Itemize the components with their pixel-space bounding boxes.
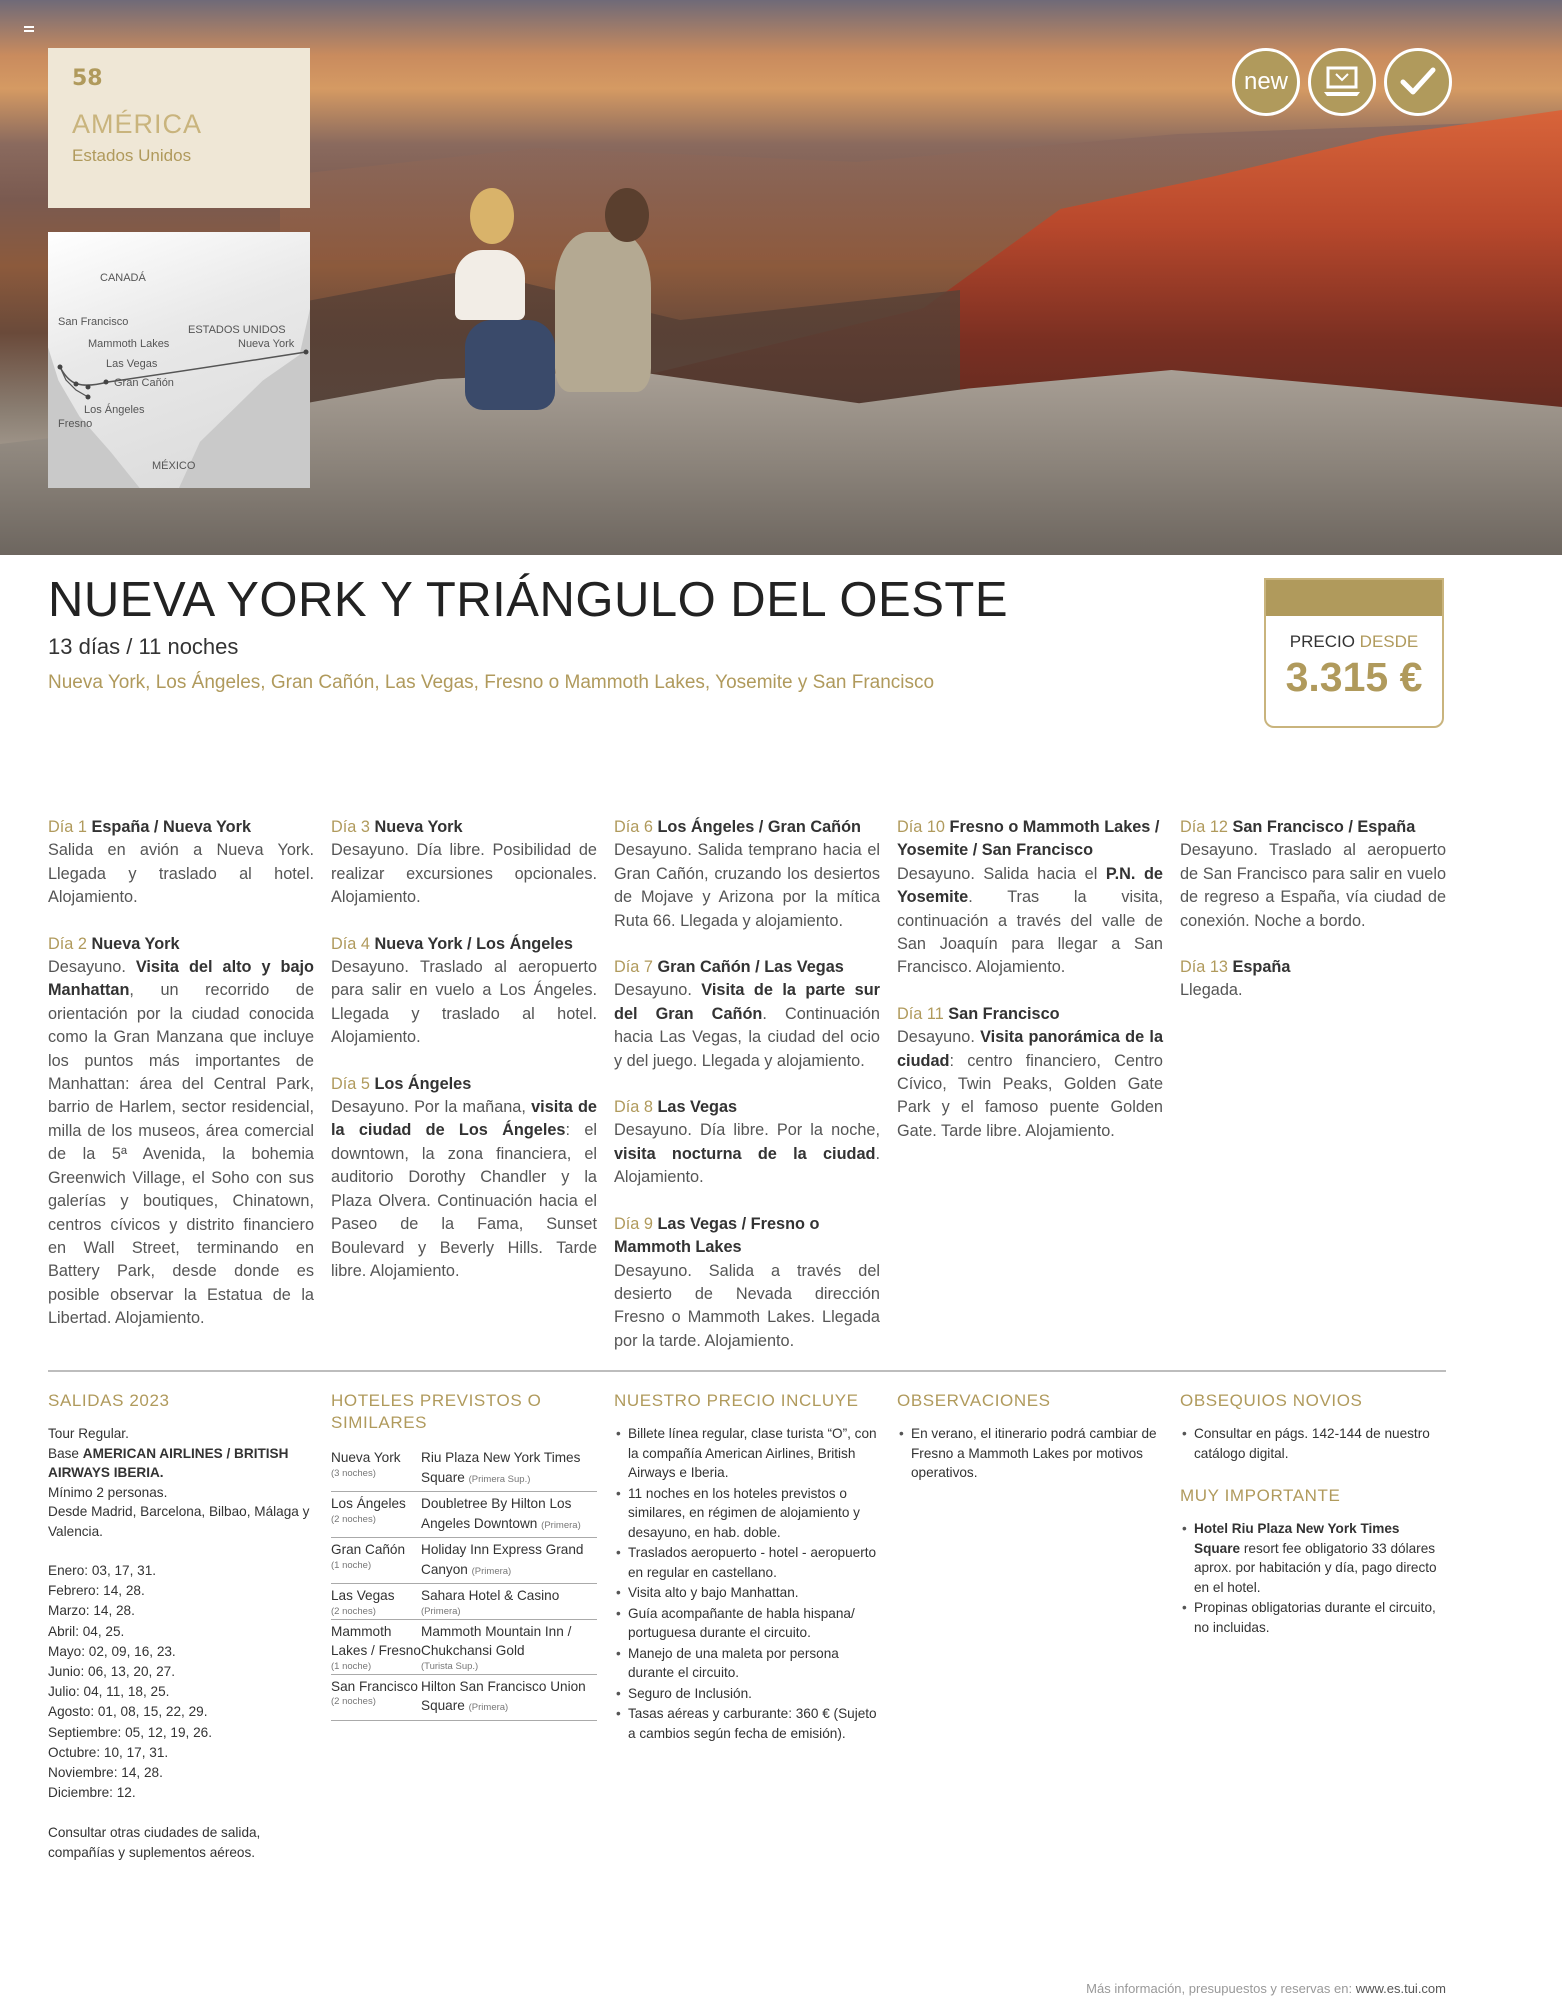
- day-number: Día 6: [614, 818, 653, 836]
- day-number: Día 3: [331, 818, 370, 836]
- new-badge: new: [1232, 48, 1300, 116]
- woman-figure-legs: [465, 320, 555, 410]
- salidas-airlines: AMERICAN AIRLINES / BRITISH AIRWAYS IBERIA.: [48, 1445, 289, 1480]
- day-7: [614, 956, 880, 1073]
- hoteles-section: [331, 1390, 597, 1721]
- day-11: [897, 1003, 1163, 1143]
- salidas-tour: Tour Regular.: [48, 1426, 129, 1441]
- day-highlight: visita nocturna de la ciudad: [614, 1144, 876, 1163]
- price-value: 3.315 €: [1285, 654, 1423, 700]
- list-item: • 11 noches en los hoteles previstos o similares, en régimen de alojamiento y desayuno, en hab. doble.: [614, 1484, 880, 1543]
- footer-text: Más información, presupuestos y reservas en:: [1086, 1981, 1356, 1996]
- hotel-city: Mammoth Lakes / Fresno: [331, 1623, 421, 1658]
- date-row: Agosto: 01, 08, 15, 22, 29.: [48, 1704, 208, 1720]
- day-12: [1180, 816, 1446, 933]
- tour-cities: Nueva York, Los Ángeles, Gran Cañón, Las Vegas, Fresno o Mammoth Lakes, Yosemite y San Francisco: [48, 672, 935, 693]
- hotel-name: Sahara Hotel & Casino: [421, 1588, 560, 1603]
- date-row: Febrero: 14, 28.: [48, 1583, 145, 1599]
- itinerary-column-5: [1180, 816, 1446, 1026]
- day-number: Día 4: [331, 934, 370, 953]
- itinerary-column-4: [897, 816, 1163, 1166]
- salidas-base-prefix: Base: [48, 1445, 83, 1461]
- hotel-city: Gran Cañón: [331, 1542, 406, 1557]
- day-8: [614, 1096, 880, 1190]
- day-text: [614, 1119, 880, 1189]
- tour-duration: 13 días / 11 noches: [48, 634, 239, 659]
- hotel-row: [331, 1492, 597, 1538]
- day-text-part: . Alojamiento.: [614, 1144, 880, 1187]
- day-6: [614, 816, 880, 933]
- day-title: Los Ángeles: [374, 1074, 472, 1093]
- map-label-los-angeles: Los Ángeles: [84, 404, 145, 416]
- date-row: Julio: 04, 11, 18, 25.: [48, 1684, 170, 1700]
- hotel-name: Doubletree By Hilton Los Angeles Downtown: [421, 1496, 572, 1531]
- day-text: Desayuno. Traslado al aeropuerto de San Francisco para salir en vuelo de regreso a España, vía ciudad de conexión. Noche a bordo.: [1180, 841, 1446, 930]
- date-row: Octubre: 10, 17, 31.: [48, 1744, 169, 1760]
- day-highlight: Visita panorámica de la ciudad: [897, 1028, 1163, 1070]
- hotel-nights: (2 noches): [331, 1696, 376, 1707]
- laptop-icon: [1308, 48, 1376, 116]
- day-number: Día 11: [897, 1004, 944, 1023]
- man-figure-head: [605, 188, 649, 242]
- hotel-name: Riu Plaza New York Times Square: [421, 1450, 581, 1485]
- day-highlight: visita de la ciudad de Los Ángeles: [331, 1098, 597, 1140]
- day-highlight: P.N. de Yosemite: [897, 864, 1163, 907]
- day-number: Día 10: [897, 818, 945, 836]
- day-text: [897, 1026, 1163, 1143]
- salidas-minimo: Mínimo 2 personas.: [48, 1484, 168, 1500]
- day-text-part: , un recorrido de orientación por la ciudad conocida como la Gran Manzana que incluye los puntos más importantes de Manhattan: área del Central Park, barrio de Harlem, sector residencial, milla de los museos, área comercial de la 5ª Avenida, la bohemia Greenwich Village, el Soho con sus galerías y boutiques, Chinatown, centros cívicos y distrito financiero en Wall Street, terminando en Battery Park, desde donde es posible observar la Estatua de la Libertad. Alojamiento.: [48, 981, 314, 1328]
- hoteles-heading: HOTELES PREVISTOS O SIMILARES: [331, 1391, 542, 1432]
- day-title: Los Ángeles / Gran Cañón: [657, 818, 862, 836]
- date-row: Diciembre: 12.: [48, 1785, 136, 1801]
- map-label-usa: ESTADOS UNIDOS: [188, 324, 286, 336]
- day-1: [48, 816, 314, 910]
- hotel-row: [331, 1675, 597, 1721]
- hotel-city: Las Vegas: [331, 1588, 395, 1603]
- list-item: [1180, 1519, 1446, 1597]
- day-number: Día 1: [48, 818, 87, 836]
- map-label-gran-canon: Gran Cañón: [114, 377, 174, 389]
- day-number: Día 2: [48, 934, 87, 953]
- man-figure-body: [555, 232, 651, 392]
- itinerary: [48, 816, 1446, 1350]
- map-label-canada: CANADÁ: [100, 272, 146, 284]
- map-label-mammoth: Mammoth Lakes: [88, 338, 170, 350]
- salidas-consultar: Consultar otras ciudades de salida, compañías y suplementos aéreos.: [48, 1825, 261, 1860]
- day-title: Gran Cañón / Las Vegas: [657, 958, 844, 977]
- day-title: Nueva York: [374, 818, 463, 836]
- day-number: Día 5: [331, 1074, 370, 1093]
- list-item: • Manejo de una maleta por persona durante el circuito.: [614, 1644, 880, 1683]
- price-bar: [1266, 580, 1442, 616]
- day-highlight: Visita del alto y bajo Manhattan: [48, 958, 314, 1000]
- day-text-part: Desayuno. Salida hacia el: [897, 864, 1106, 883]
- day-title: España / Nueva York: [91, 818, 252, 836]
- hotel-city: Nueva York: [331, 1450, 401, 1465]
- date-row: Enero: 03, 17, 31.: [48, 1563, 157, 1578]
- observaciones-section: [897, 1390, 1163, 1484]
- price-label: [1266, 632, 1442, 652]
- list-item: • Guía acompañante de habla hispana/ portuguesa durante el circuito.: [614, 1604, 880, 1643]
- day-highlight: Visita de la parte sur del Gran Cañón: [614, 981, 880, 1023]
- list-item: • Visita alto y bajo Manhattan.: [614, 1583, 880, 1603]
- day-text: Desayuno. Salida a través del desierto de Nevada dirección Fresno o Mammoth Lakes. Llegada por la tarde. Alojamiento.: [614, 1261, 880, 1350]
- map-label-fresno: Fresno: [58, 418, 93, 430]
- section-divider: [48, 1370, 1446, 1372]
- hotel-nights: (2 noches): [331, 1605, 376, 1617]
- feature-badges: [1232, 48, 1452, 116]
- hotel-category: (Primera): [468, 1702, 509, 1713]
- woman-figure-head: [470, 188, 514, 244]
- day-3: [331, 816, 597, 910]
- day-title: Las Vegas / Fresno o Mammoth Lakes: [614, 1214, 820, 1257]
- list-item: • Billete línea regular, clase turista “O”, con la compañía American Airlines, British Airways e Iberia.: [614, 1424, 880, 1483]
- incluye-list: [614, 1424, 880, 1743]
- hotel-city: Los Ángeles: [331, 1496, 406, 1511]
- list-item: • Traslados aeropuerto - hotel - aeropuerto en regular en castellano.: [614, 1543, 880, 1582]
- importante-heading: MUY IMPORTANTE: [1180, 1486, 1341, 1505]
- hotel-category: (Primera): [471, 1565, 512, 1577]
- hotel-category: (Turista Sup.): [421, 1660, 479, 1672]
- observaciones-heading: OBSERVACIONES: [897, 1391, 1051, 1410]
- day-text-part: Desayuno.: [897, 1028, 981, 1047]
- list-item: • Seguro de Inclusión.: [614, 1684, 880, 1704]
- day-text-part: Desayuno. Por la mañana,: [331, 1098, 532, 1117]
- obsequios-list: [1180, 1424, 1446, 1463]
- checkmark-icon: [1384, 48, 1452, 116]
- date-row: Noviembre: 14, 28.: [48, 1765, 163, 1781]
- day-10: [897, 816, 1163, 980]
- map-label-nueva-york: Nueva York: [238, 338, 295, 350]
- day-text: Desayuno. Día libre. Posibilidad de realizar excursiones opcionales. Alojamiento.: [331, 841, 597, 907]
- day-9: [614, 1213, 880, 1353]
- day-title: San Francisco / España: [1232, 818, 1416, 836]
- hotel-nights: (2 noches): [331, 1513, 376, 1525]
- hotel-row: [331, 1584, 597, 1620]
- day-text-part: . Continuación hacia Las Vegas, la ciudad del ocio y del juego. Llegada y alojamiento.: [614, 1004, 880, 1070]
- importante-text: resort fee obligatorio 33 dólares aprox. por habitación y día, pago directo en el hotel.: [1194, 1540, 1437, 1595]
- itinerary-column-2: [331, 816, 597, 1306]
- hotel-category: (Primera): [541, 1519, 581, 1531]
- day-text: Desayuno. Traslado al aeropuerto para salir en vuelo a Los Ángeles. Llegada y traslado al hotel. Alojamiento.: [331, 958, 597, 1047]
- woman-figure-body: [455, 250, 525, 320]
- observaciones-list: [897, 1424, 1163, 1483]
- day-number: Día 12: [1180, 818, 1228, 836]
- menu-icon: [24, 26, 34, 32]
- day-text-part: : el downtown, la zona financiera, el auditorio Dorothy Chandler y la Plaza Olvera. Continuación hacia el Paseo de la Fama, Sunset Boulevard y Beverly Hills. Tarde libre. Alojamiento.: [331, 1121, 597, 1280]
- date-row: Junio: 06, 13, 20, 27.: [48, 1664, 175, 1680]
- day-title: Nueva York: [91, 934, 180, 953]
- route-line: [48, 232, 310, 488]
- obsequios-heading: OBSEQUIOS NOVIOS: [1180, 1391, 1363, 1410]
- importante-list: [1180, 1519, 1446, 1637]
- day-text-part: Desayuno.: [48, 958, 136, 977]
- map-label-mexico: MÉXICO: [152, 460, 196, 472]
- hotel-nights: (3 noches): [331, 1467, 376, 1479]
- itinerary-column-1: [48, 816, 314, 1354]
- hotel-category: (Primera Sup.): [468, 1473, 531, 1485]
- country-name: Estados Unidos: [72, 146, 192, 165]
- date-row: Septiembre: 05, 12, 19, 26.: [48, 1724, 212, 1740]
- day-number: Día 13: [1180, 958, 1228, 977]
- map-label-las-vegas: Las Vegas: [106, 358, 158, 370]
- incluye-heading: NUESTRO PRECIO INCLUYE: [614, 1391, 859, 1410]
- day-title: Nueva York / Los Ángeles: [374, 934, 573, 953]
- day-text-part: . Tras la visita, continuación a través del valle de San Joaquín para llegar a San Francisco. Alojamiento.: [897, 888, 1163, 977]
- hotel-name: Holiday Inn Express Grand Canyon: [421, 1542, 584, 1577]
- hotel-row: [331, 1538, 597, 1584]
- hotel-name: Mammoth Mountain Inn / Chukchansi Gold: [421, 1623, 572, 1658]
- incluye-section: [614, 1390, 880, 1744]
- day-number: Día 9: [614, 1214, 653, 1233]
- region-name: AMÉRICA: [72, 109, 203, 139]
- price-label-text: PRECIO: [1289, 632, 1355, 651]
- day-4: [331, 933, 597, 1050]
- day-13: [1180, 956, 1446, 1003]
- date-row: Mayo: 02, 09, 16, 23.: [48, 1643, 176, 1659]
- hotel-category: (Primera): [421, 1605, 461, 1617]
- hotel-name: Hilton San Francisco Union Square: [421, 1678, 586, 1713]
- price-desde: DESDE: [1359, 632, 1419, 651]
- day-text: Llegada.: [1180, 981, 1243, 1000]
- salidas-heading: SALIDAS 2023: [48, 1391, 170, 1410]
- salidas-base: [48, 1444, 314, 1483]
- day-title: San Francisco: [948, 1004, 1060, 1023]
- day-text-part: Desayuno.: [614, 981, 702, 1000]
- tour-title: NUEVA YORK Y TRIÁNGULO DEL OESTE: [48, 573, 1009, 627]
- route-map: [48, 232, 310, 488]
- day-text: [48, 956, 314, 1331]
- list-item: • Propinas obligatorias durante el circuito, no incluidas.: [1180, 1598, 1446, 1637]
- list-item: • En verano, el itinerario podrá cambiar de Fresno a Mammoth Lakes por motivos operativos.: [897, 1424, 1163, 1483]
- hotel-row: [331, 1620, 597, 1675]
- destination-label: [48, 48, 310, 208]
- list-item: • Consultar en págs. 142-144 de nuestro catálogo digital.: [1180, 1424, 1446, 1463]
- day-text-part: : centro financiero, Centro Cívico, Twin Peaks, Golden Gate Park y el famoso puente Golden Gate. Tarde libre. Alojamiento.: [897, 1051, 1163, 1140]
- hotel-row: [331, 1446, 597, 1492]
- day-text: [331, 1096, 597, 1283]
- day-text: Desayuno. Salida temprano hacia el Gran Cañón, cruzando los desiertos de Mojave y Arizona por la mítica Ruta 66. Llegada y alojamiento.: [614, 841, 880, 930]
- list-item: • Tasas aéreas y carburante: 360 € (Sujeto a cambios según fecha de emisión).: [614, 1704, 880, 1743]
- day-text: Salida en avión a Nueva York. Llegada y traslado al hotel. Alojamiento.: [48, 841, 314, 907]
- day-title: Fresno o Mammoth Lakes / Yosemite / San Francisco: [897, 818, 1160, 860]
- day-text: [897, 863, 1163, 980]
- date-row: Abril: 04, 25.: [48, 1623, 125, 1639]
- date-row: Marzo: 14, 28.: [48, 1603, 135, 1619]
- price-box: [1264, 578, 1444, 728]
- day-number: Día 7: [614, 958, 653, 977]
- footer: [1050, 1981, 1446, 1996]
- hotel-nights: (1 noche): [331, 1559, 372, 1571]
- salidas-desde: Desde Madrid, Barcelona, Bilbao, Málaga y Valencia.: [48, 1504, 310, 1539]
- day-number: Día 8: [614, 1098, 653, 1117]
- importante-hotel: Hotel Riu Plaza New York Times Square: [1194, 1521, 1400, 1556]
- day-text: [614, 979, 880, 1073]
- footer-link[interactable]: www.es.tui.com: [1355, 1981, 1446, 1996]
- hotel-city: San Francisco: [331, 1678, 418, 1694]
- salidas-section: [48, 1390, 314, 1862]
- day-title: España: [1232, 958, 1291, 977]
- map-label-san-francisco: San Francisco: [58, 316, 129, 328]
- day-2: [48, 933, 314, 1331]
- page-number: 58: [72, 66, 103, 91]
- day-title: Las Vegas: [657, 1098, 738, 1117]
- day-5: [331, 1073, 597, 1284]
- itinerary-column-3: [614, 816, 880, 1376]
- obsequios-section: [1180, 1390, 1446, 1638]
- day-text-part: Desayuno. Día libre. Por la noche,: [614, 1121, 880, 1140]
- hotel-nights: (1 noche): [331, 1660, 372, 1672]
- salidas-dates: [48, 1561, 314, 1803]
